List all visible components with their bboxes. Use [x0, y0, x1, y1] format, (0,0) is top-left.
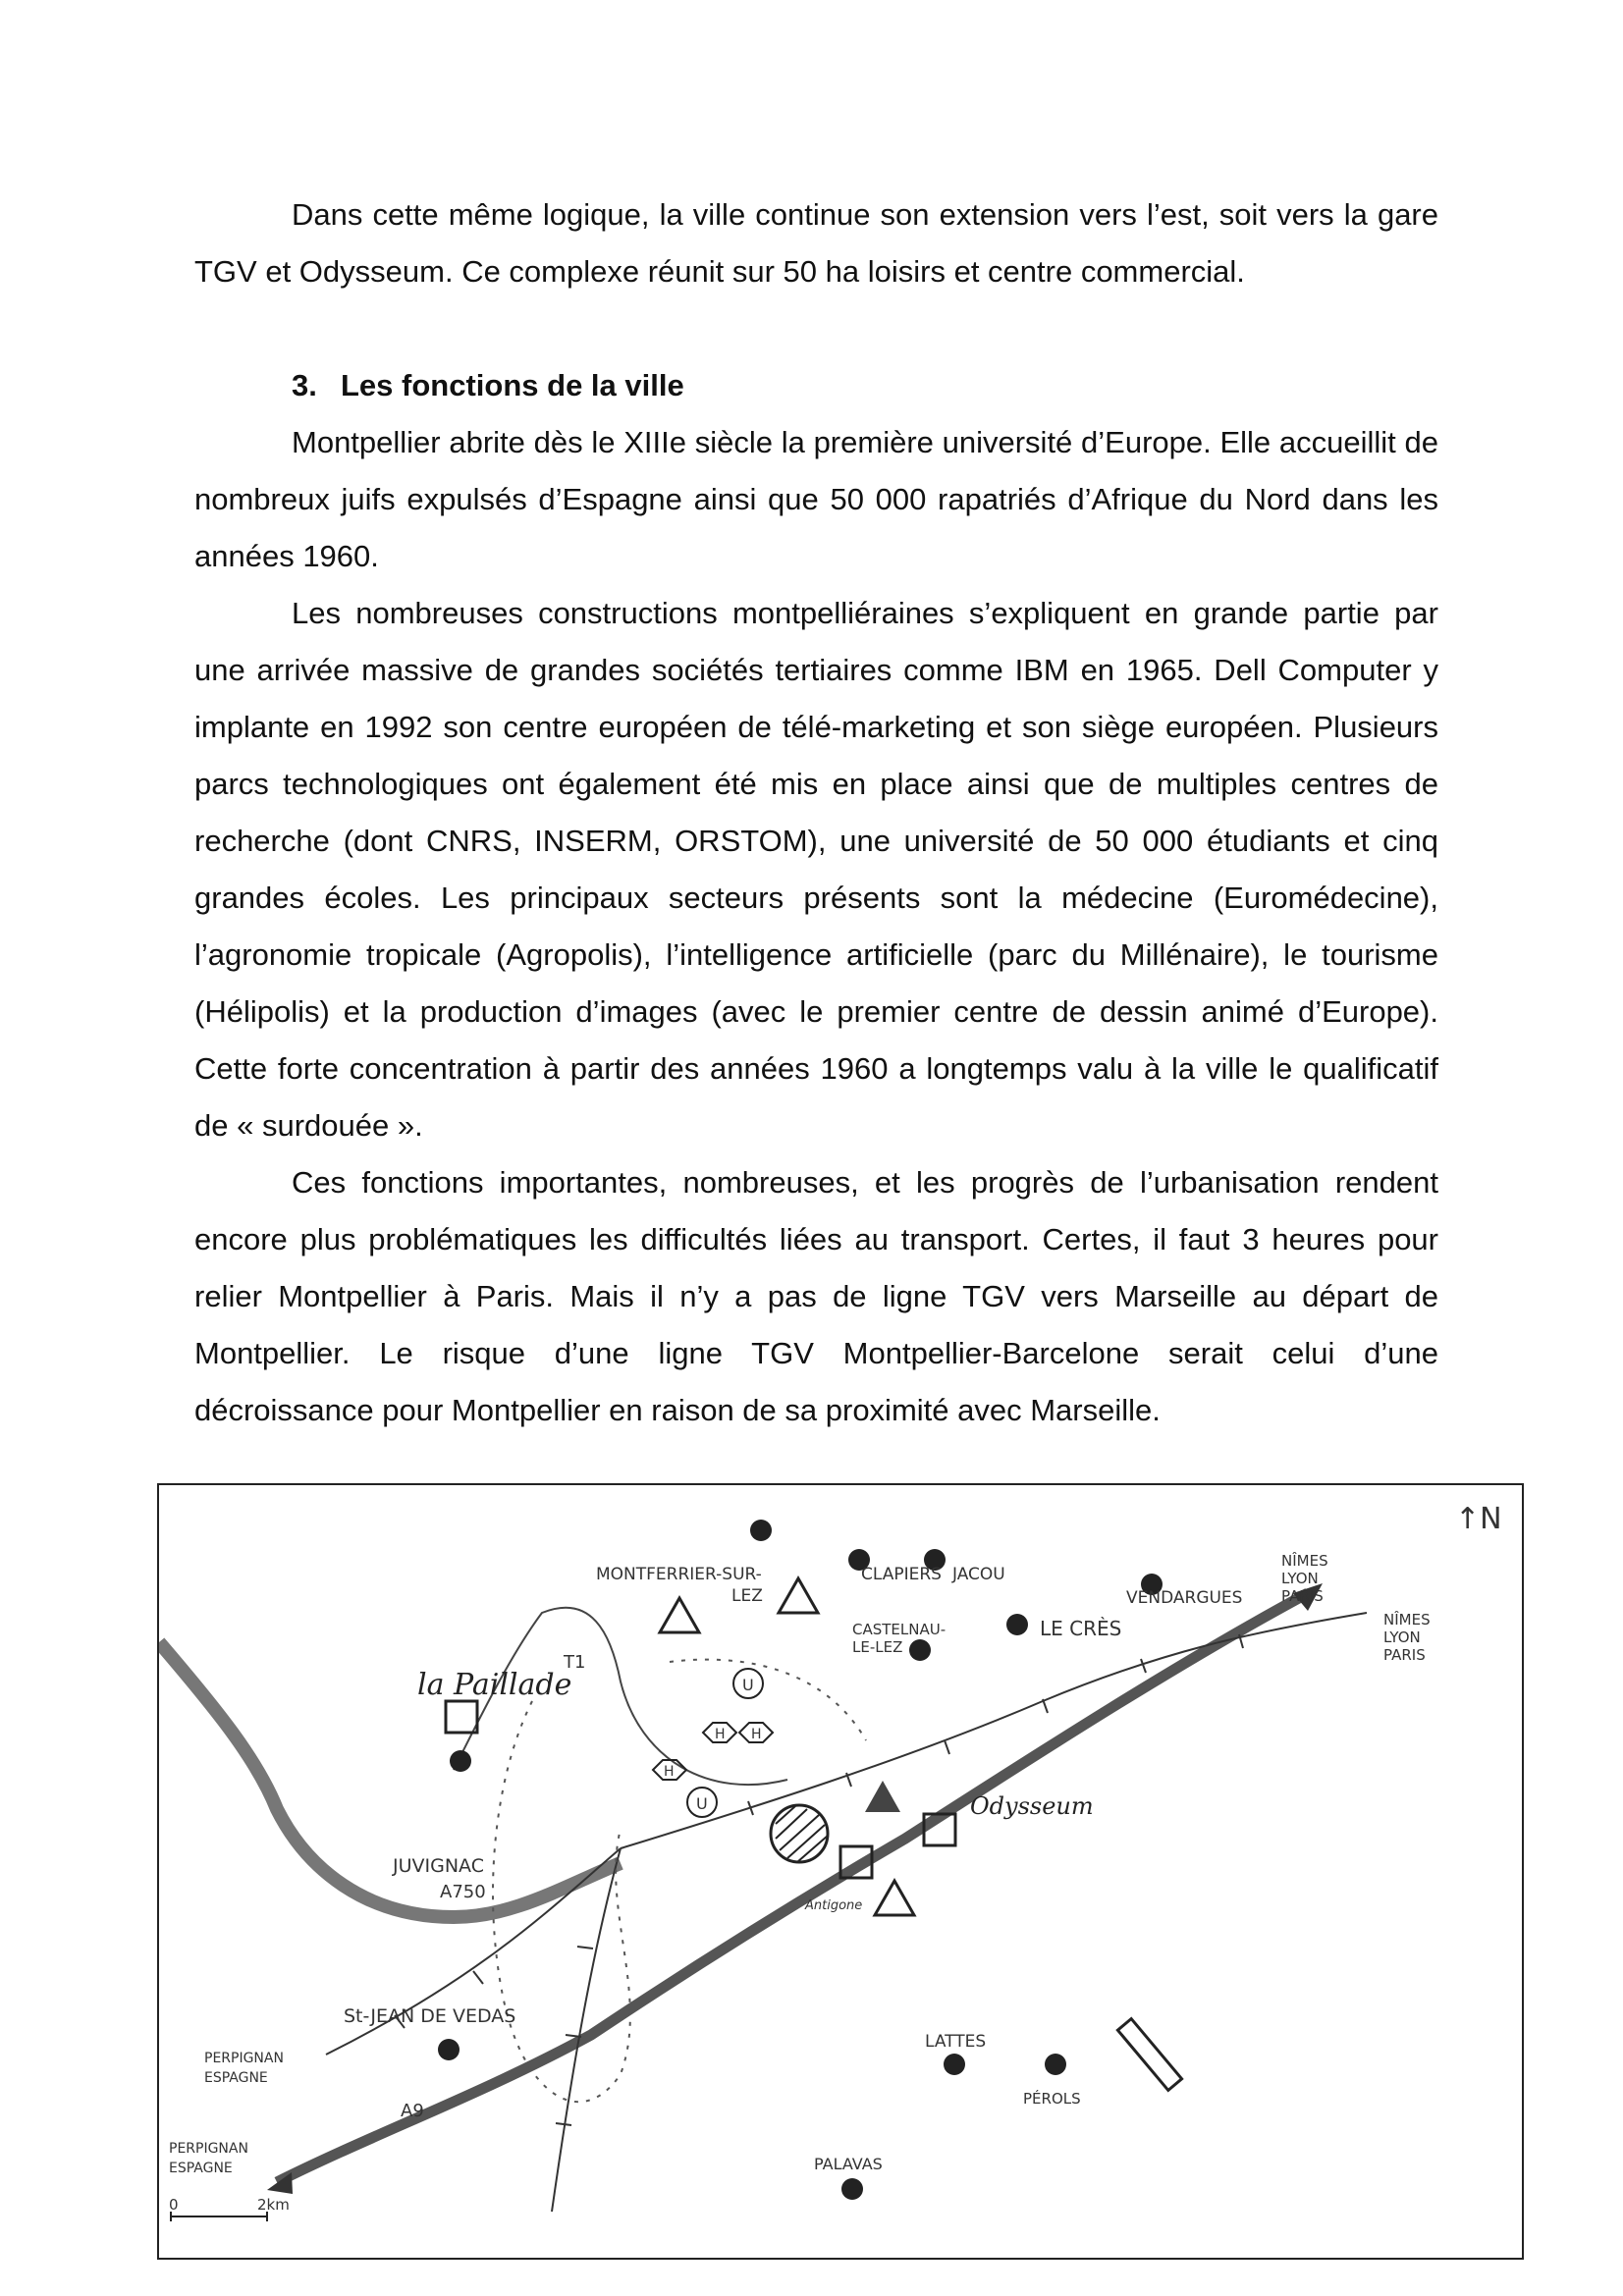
label-paillade: la Paillade: [417, 1668, 572, 1702]
montpellier-map: [157, 1483, 1524, 2260]
university-label-2: U: [696, 1794, 708, 1813]
label-paris-1: PARIS: [1281, 1587, 1324, 1605]
paragraph-3: Ces fonctions importantes, nombreuses, et les progrès de l’urbanisation rendent encore plus problématiques les difficultés liées au transport. Certes, il faut 3 heures pour relier Montpellier à Paris. Mais il n’y a pas de ligne TGV vers Marseille au départ de Montpellier. Le risque d’une ligne TGV Montpellier-Barcelone serait celui d’une décroissance pour Montpellier en raison de sa proximité avec Marseille.: [194, 1165, 1438, 1427]
page-text: [194, 187, 1438, 1439]
hospital-label-1: H: [664, 1764, 675, 1780]
label-le-cres: LE CRÈS: [1040, 1617, 1122, 1640]
label-odysseum: Odysseum: [970, 1792, 1094, 1820]
university-label-1: U: [742, 1676, 754, 1694]
spacer: [194, 300, 1438, 357]
label-perols: PÉROLS: [1023, 2090, 1081, 2108]
label-castelnau-2: LE-LEZ: [852, 1638, 903, 1656]
map-drawing: [159, 1485, 1522, 2258]
label-espagne-1: ESPAGNE: [204, 2070, 268, 2086]
label-perpignan-2: PERPIGNAN: [169, 2141, 248, 2157]
label-juvignac: JUVIGNAC: [393, 1855, 484, 1877]
label-nimes-2: NÎMES: [1383, 1611, 1431, 1629]
label-nimes-1: NÎMES: [1281, 1552, 1328, 1570]
label-st-jean-de-vedas: St-JEAN DE VEDAS: [344, 2005, 516, 2027]
scale-zero: 0: [169, 2196, 179, 2214]
hospital-label-3: H: [751, 1727, 762, 1742]
paragraph-2: Les nombreuses constructions montpelliéraines s’expliquent en grande partie par une arrivée massive de grandes sociétés tertiaires comme IBM en 1965. Dell Computer y implante en 1992 son centre européen de télé-marketing et son siège européen. Plusieurs parcs technologiques ont également été mis en place ainsi que de multiples centres de recherche (dont CNRS, INSERM, ORSTOM), une université de 50 000 étudiants et cinq grandes écoles. Les principaux secteurs présents sont la médecine (Euromédecine), l’agronomie tropicale (Agropolis), l’intelligence artificielle (parc du Millénaire), le tourisme (Hélipolis) et la production d’images (avec le premier centre de dessin animé d’Europe). Cette forte concentration à partir des années 1960 a longtemps valu à la ville le qualificatif de « surdouée ».: [194, 596, 1438, 1143]
label-castelnau-1: CASTELNAU-: [852, 1621, 947, 1638]
triangle-filled: [865, 1781, 900, 1812]
label-lyon-2: LYON: [1383, 1629, 1421, 1646]
label-vendargues: VENDARGUES: [1126, 1588, 1243, 1608]
label-montferrier: MONTFERRIER-SUR-: [596, 1565, 762, 1584]
north-arrow-label: ↑N: [1455, 1502, 1502, 1536]
label-palavas: PALAVAS: [814, 2155, 883, 2173]
section-heading: [194, 357, 1438, 414]
label-espagne-2: ESPAGNE: [169, 2161, 233, 2176]
hospital-label-2: H: [715, 1727, 726, 1742]
scale-distance: 2km: [257, 2196, 290, 2214]
label-lattes: LATTES: [925, 2032, 987, 2052]
label-clapiers: CLAPIERS: [861, 1565, 942, 1584]
label-lyon-1: LYON: [1281, 1570, 1319, 1587]
railway-south: [552, 1848, 621, 2212]
label-paris-2: PARIS: [1383, 1646, 1426, 1664]
label-montferrier-2: LEZ: [731, 1586, 763, 1606]
label-perpignan-1: PERPIGNAN: [204, 2051, 284, 2066]
section-number: 3.: [292, 368, 317, 402]
label-a750: A750: [440, 1882, 486, 1902]
section-title: Les fonctions de la ville: [341, 368, 684, 402]
paragraph-intro: Dans cette même logique, la ville continue son extension vers l’est, soit vers la gare TGV et Odysseum. Ce complexe réunit sur 50 ha loisirs et centre commercial.: [194, 197, 1438, 289]
label-a9: A9: [401, 2101, 424, 2121]
label-tram-t1: T1: [564, 1652, 586, 1673]
paragraph-1: Montpellier abrite dès le XIIIe siècle la première université d’Europe. Elle accueillit de nombreux juifs expulsés d’Espagne ainsi que 50 000 rapatriés d’Afrique du Nord dans les années 1960.: [194, 425, 1438, 573]
label-antigone: Antigone: [805, 1898, 863, 1913]
beach-symbol: [1117, 2019, 1181, 2091]
label-jacou: JACOU: [952, 1565, 1005, 1584]
